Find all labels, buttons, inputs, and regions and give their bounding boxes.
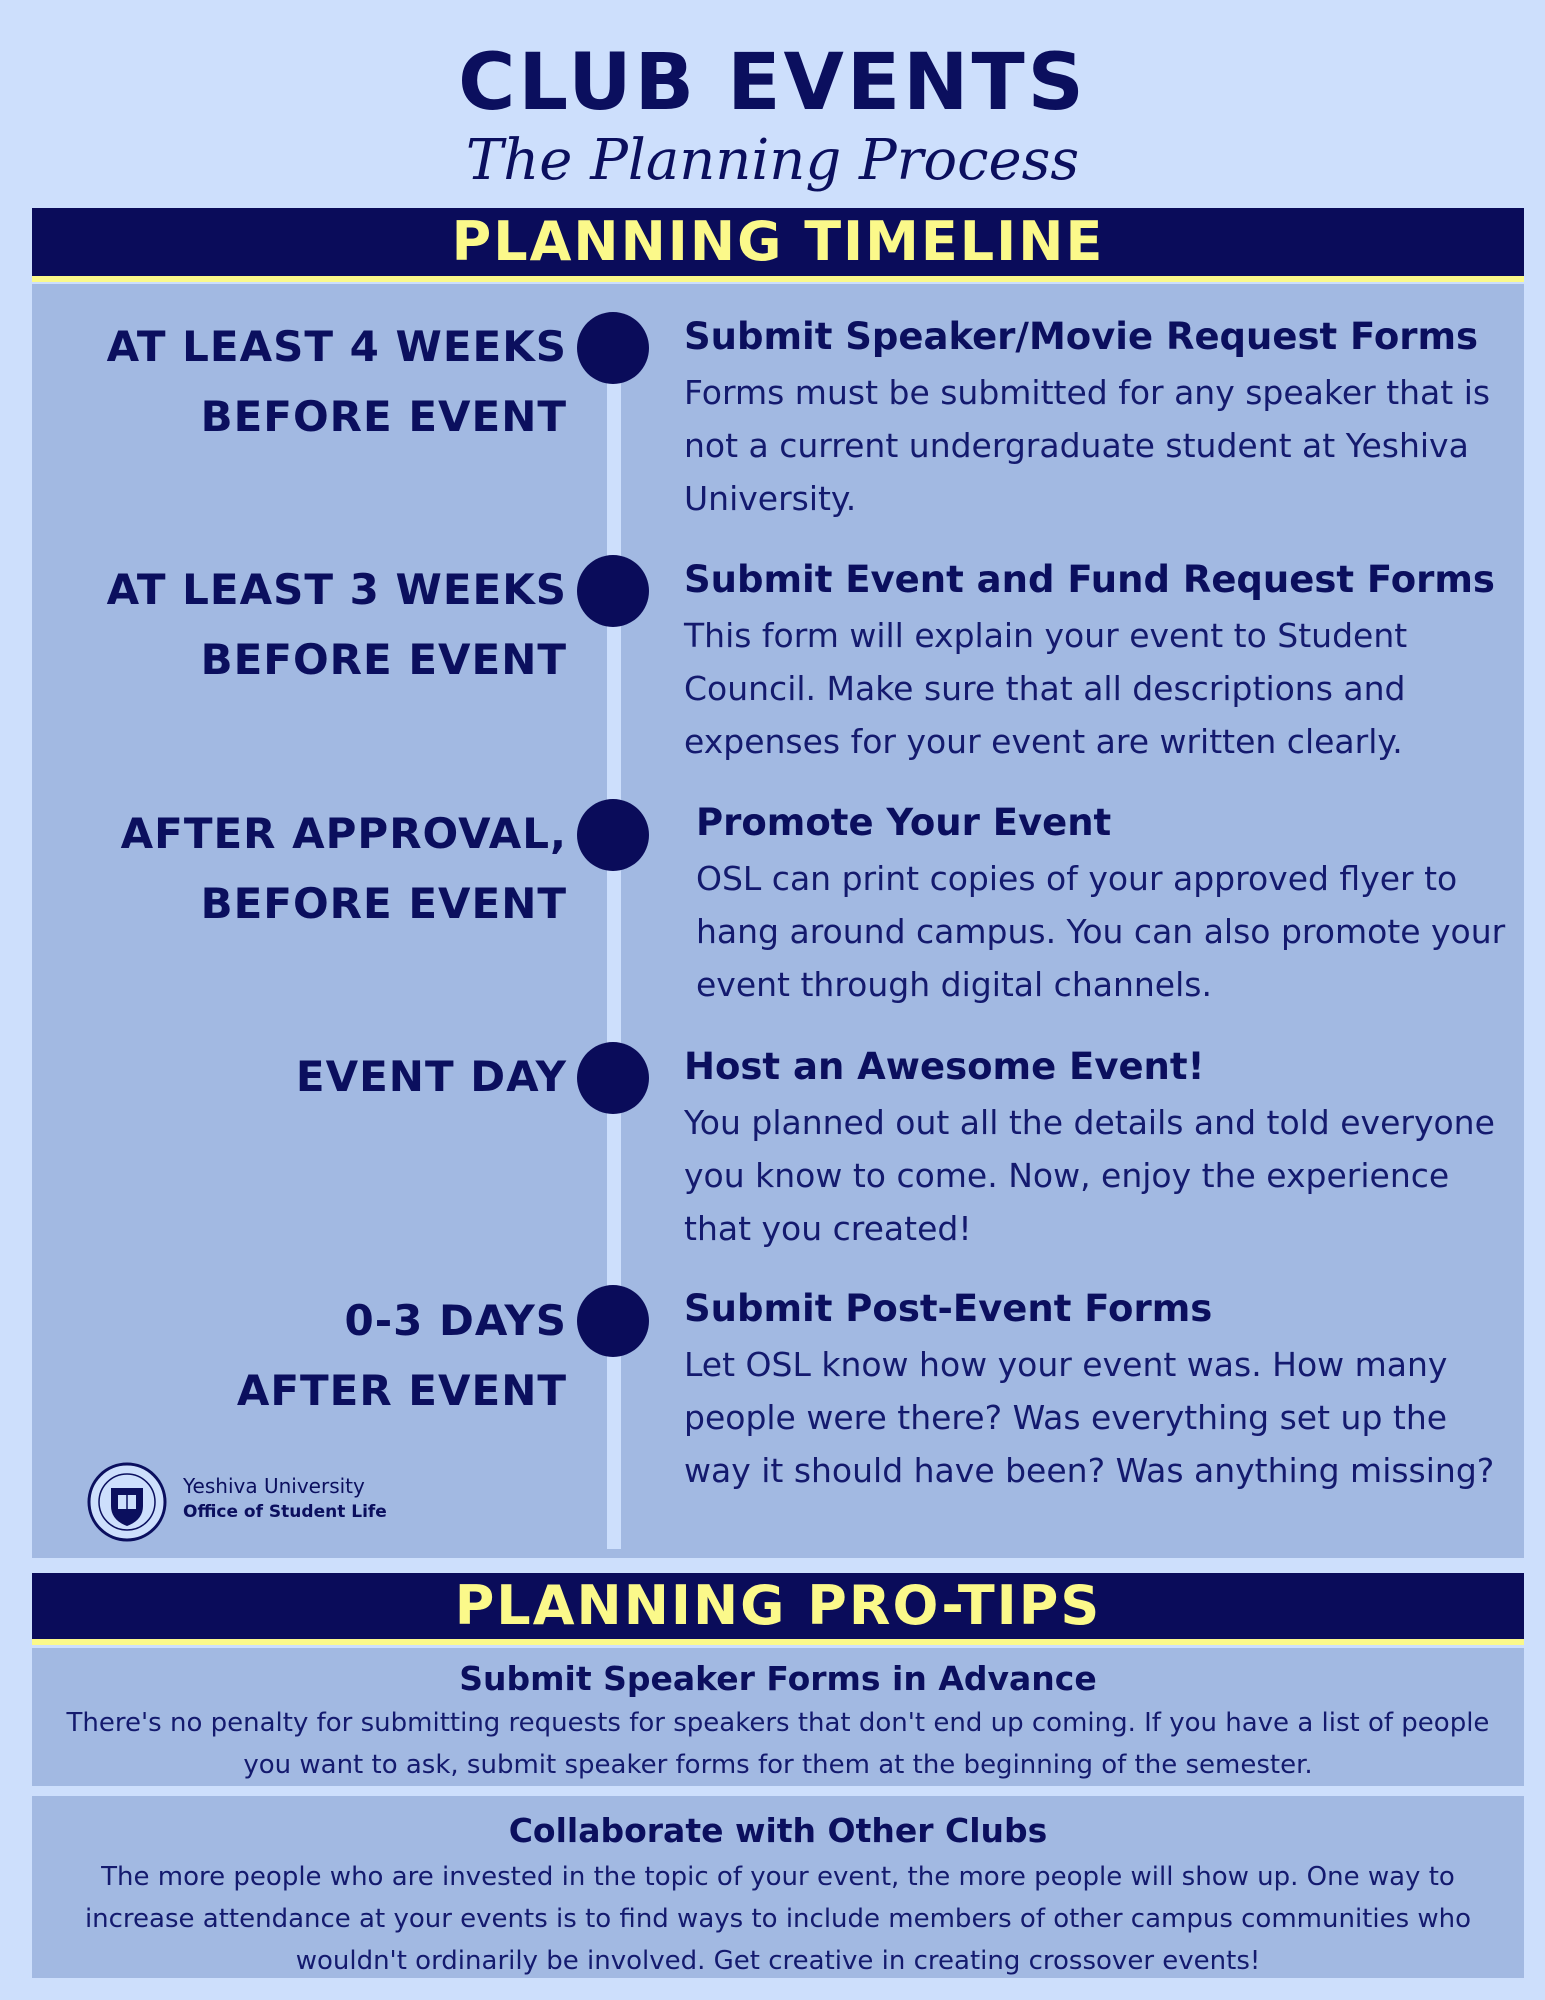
when-line: BEFORE EVENT [200, 879, 567, 928]
timeline-item-title: Host an Awesome Event! [684, 1045, 1205, 1088]
timeline-panel [32, 284, 1524, 1558]
timeline-item [684, 557, 1504, 768]
when-line: BEFORE EVENT [200, 635, 567, 684]
timeline-when [52, 555, 567, 695]
tip-card [32, 1796, 1524, 1978]
logo-name: Yeshiva University [183, 1474, 365, 1498]
timeline-dot [577, 799, 649, 871]
when-line: AFTER EVENT [236, 1366, 567, 1415]
timeline-item-text: OSL can print copies of your approved flyer to hang around campus. You can also promote your event through digital channels. [696, 859, 1506, 1004]
timeline-item-text: You planned out all the details and told everyone you know to come. Now, enjoy the experience that you created! [684, 1103, 1495, 1248]
timeline-item [684, 1286, 1504, 1497]
timeline-item [684, 1044, 1504, 1255]
timeline-item-text: This form will explain your event to Student Council. Make sure that all descriptions and expenses for your event are written clearly. [684, 616, 1408, 761]
timeline-dot [577, 1042, 649, 1114]
when-line: 0-3 DAYS [344, 1296, 567, 1345]
timeline-item-text: Let OSL know how your event was. How many people were there? Was everything set up the way it should have been? Was anything missing? [684, 1345, 1495, 1490]
timeline-dot [577, 1285, 649, 1357]
when-line: EVENT DAY [295, 1052, 567, 1101]
timeline-when [52, 1286, 567, 1426]
timeline-item [696, 800, 1516, 1011]
timeline-line [607, 324, 621, 1549]
when-line: AT LEAST 4 WEEKS [106, 322, 567, 371]
tip-card [32, 1648, 1524, 1786]
tip-text: There's no penalty for submitting requests for speakers that don't end up coming. If you have a list of people you want to ask, submit speaker forms for them at the beginning of the semester. [66, 1708, 1490, 1780]
timeline-item-text: Forms must be submitted for any speaker that is not a current undergraduate student at Yeshiva University. [684, 373, 1491, 518]
when-line: AFTER APPROVAL, [120, 809, 567, 858]
tip-title: Submit Speaker Forms in Advance [459, 1659, 1097, 1698]
timeline-heading: PLANNING TIMELINE [32, 208, 1524, 282]
timeline-item-title: Submit Post-Event Forms [684, 1287, 1213, 1330]
timeline-dot [577, 312, 649, 384]
timeline-item-title: Submit Speaker/Movie Request Forms [684, 315, 1479, 358]
timeline-item-title: Submit Event and Fund Request Forms [684, 558, 1495, 601]
timeline-when [52, 312, 567, 452]
tips-heading: PLANNING PRO-TIPS [32, 1573, 1524, 1645]
logo-subtitle: Office of Student Life [183, 1502, 387, 1522]
timeline-item-title: Promote Your Event [696, 801, 1112, 844]
timeline-when [52, 799, 567, 939]
timeline-dot [577, 555, 649, 627]
university-seal-icon [87, 1462, 167, 1542]
page-subtitle: The Planning Process [465, 128, 1080, 193]
timeline-item [684, 314, 1504, 525]
timeline-when [52, 1042, 567, 1112]
page-title: CLUB EVENTS [458, 38, 1087, 128]
when-line: AT LEAST 3 WEEKS [106, 565, 567, 614]
when-line: BEFORE EVENT [200, 392, 567, 441]
tip-text: The more people who are invested in the topic of your event, the more people will show up. One way to increase attendance at your events is to find ways to include members of other campus communities who wouldn't ordinarily be involved. Get creative in creating crossover events! [84, 1862, 1472, 1976]
tip-title: Collaborate with Other Clubs [508, 1811, 1048, 1850]
